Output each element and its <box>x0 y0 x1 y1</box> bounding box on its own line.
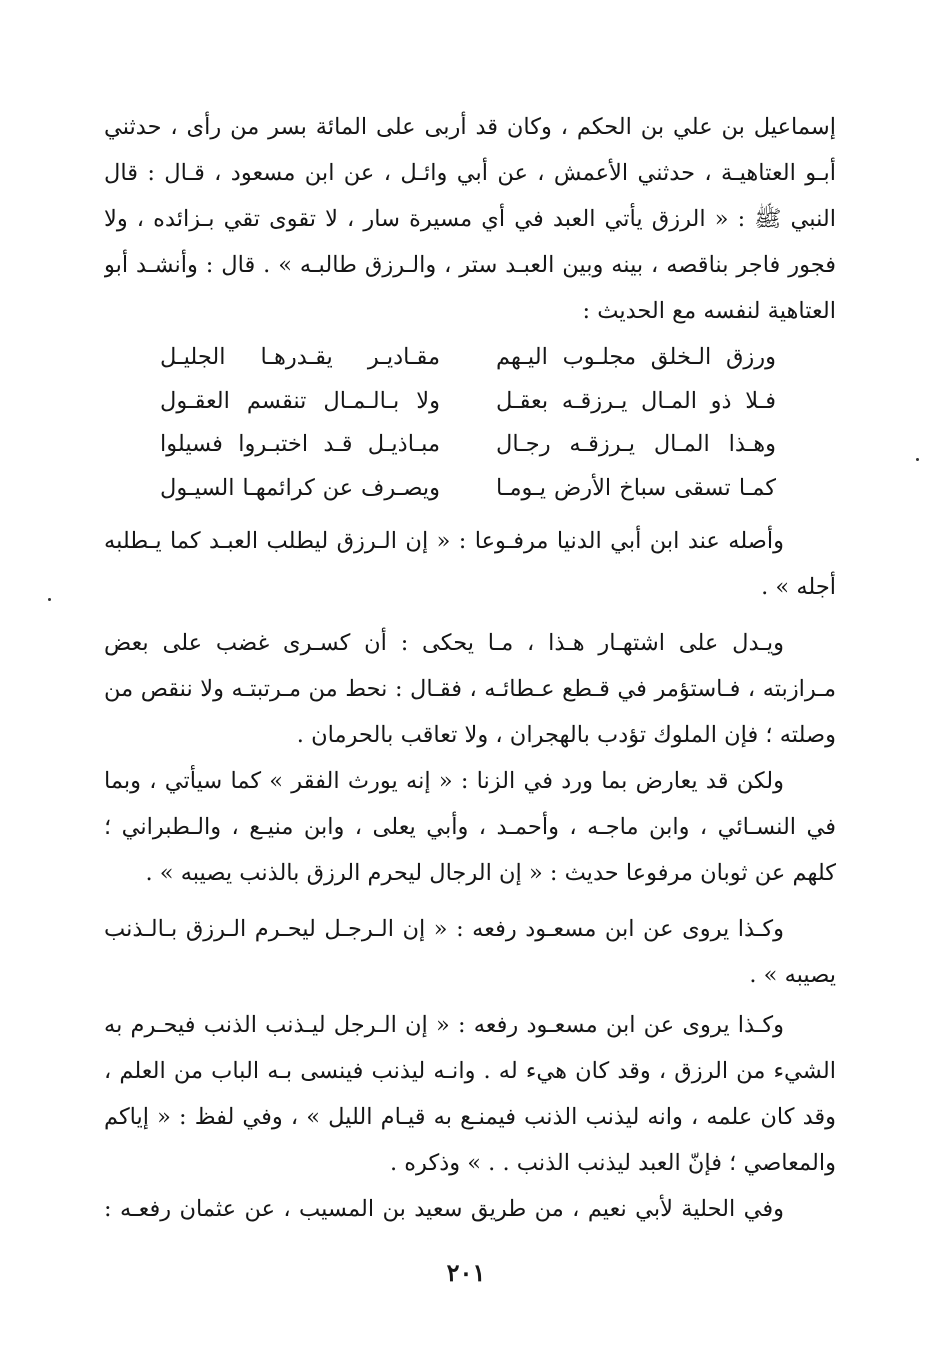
poem-verse <box>160 336 776 380</box>
paragraph-4 <box>104 758 836 896</box>
text-line: ويـدل على اشتهـار هـذا ، مـا يحكى : أن كسـرى غضب على بعض <box>104 630 784 656</box>
paragraph-6 <box>104 1002 836 1186</box>
page-number: ٢٠١ <box>446 1258 486 1287</box>
verse-second-hemistich: مقـاديـر يقـدرهـا الجليـل <box>160 344 440 370</box>
text-line: الشيء من الرزق ، وقد كان هيء له . وانـه ليذنب فينسى بـه الباب من العلم ، <box>104 1058 836 1084</box>
poem-verse <box>160 380 776 424</box>
verse-second-hemistich: ولا بـالـمـال تنقسم العقـول <box>160 387 440 414</box>
verse-second-hemistich: ويصـرف عن كرائمهـا السيـول <box>160 474 440 501</box>
verse-first-hemistich: ورزق الـخلق مجلـوب اليـهم <box>496 344 776 370</box>
text-line: أبـو العتاهيـة ، حدثني الأعمش ، عن أبي وائـل ، عن ابن مسعود ، قـال : قال <box>104 160 836 186</box>
scan-speck <box>48 598 51 601</box>
text-line: وفي الحلية لأبي نعيم ، من طريق سعيد بن المسيب ، عن عثمان رفعـه : <box>104 1196 784 1222</box>
paragraph-5 <box>104 906 836 998</box>
poem-verse <box>160 467 776 511</box>
text-line: في النسـائي ، وابن ماجـه ، وأحمـد ، وأبي يعلى ، وابن منيـع ، والـطبراني ؛ <box>104 814 836 840</box>
verse-first-hemistich: وهـذا المـال يـرزقـه رجـال <box>496 431 776 457</box>
poem-verse <box>160 423 776 467</box>
paragraph-2 <box>104 518 836 610</box>
text-line: مـرازبته ، فـاستؤمر في قـطع عـطائـه ، فقـال : نحط من مـرتبتـه ولا ننقص من <box>104 676 836 702</box>
scan-speck <box>916 458 919 461</box>
paragraph-3 <box>104 620 836 758</box>
text-line: وكـذا يروى عن ابن مسعـود رفعه : « إن الـرجـل ليحـرم الـرزق بـالـذنب <box>104 916 784 942</box>
text-line: وقد كان علمه ، وانه ليذنب الذنب فيمنـع به قيـام الليل » ، وفي لفظ : « إياكم <box>104 1104 836 1130</box>
verse-second-hemistich: مبـاذيـل قـد اختبـروا فسيلوا <box>160 431 440 457</box>
text-line: العتاهية لنفسه مع الحديث : <box>582 298 836 324</box>
text-line: إسماعيل بن علي بن الحكم ، وكان قد أربى على المائة بسر من رأى ، حدثني <box>104 114 836 140</box>
poem <box>160 336 776 510</box>
text-line: ولكن قد يعارض بما ورد في الزنا : « إنه يورث الفقر » كما سيأتي ، وبما <box>104 768 784 794</box>
text-line: وكـذا يروى عن ابن مسعـود رفعه : « إن الـرجل ليـذنب الذنب فيحـرم به <box>104 1012 784 1038</box>
text-line: فجور فاجر بناقصه ، بينه وبين العبـد ستر ، والـرزق طالبـه » . قال : وأنشـد أبو <box>104 252 836 278</box>
text-line: وأصله عند ابن أبي الدنيا مرفـوعا : « إن الـرزق ليطلب العبـد كما يـطلبه <box>104 528 784 554</box>
text-line: أجله » . <box>761 574 836 600</box>
paragraph-1 <box>104 104 836 334</box>
paragraph-7 <box>104 1186 836 1232</box>
verse-first-hemistich: كمـا تسقى سباخ الأرض يـومـا <box>496 474 776 501</box>
text-line: وصلته ؛ فإن الملوك تؤدب بالهجران ، ولا تعاقب بالحرمان . <box>296 722 836 748</box>
verse-first-hemistich: فـلا ذو المـال يـرزقـه بعقـل <box>496 387 776 414</box>
text-line: والمعاصي ؛ فإنّ العبد ليذنب الذنب . . » وذكره . <box>389 1150 836 1176</box>
text-line: النبي ﷺ : « الرزق يأتي العبد في أي مسيرة سار ، لا تقوى تقي بـزائده ، ولا <box>104 206 836 232</box>
text-line: يصيبه » . <box>749 962 836 988</box>
text-line: كلهم عن ثوبان مرفوعا حديث : « إن الرجال ليحرم الرزق بالذنب يصيبه » . <box>145 860 836 886</box>
